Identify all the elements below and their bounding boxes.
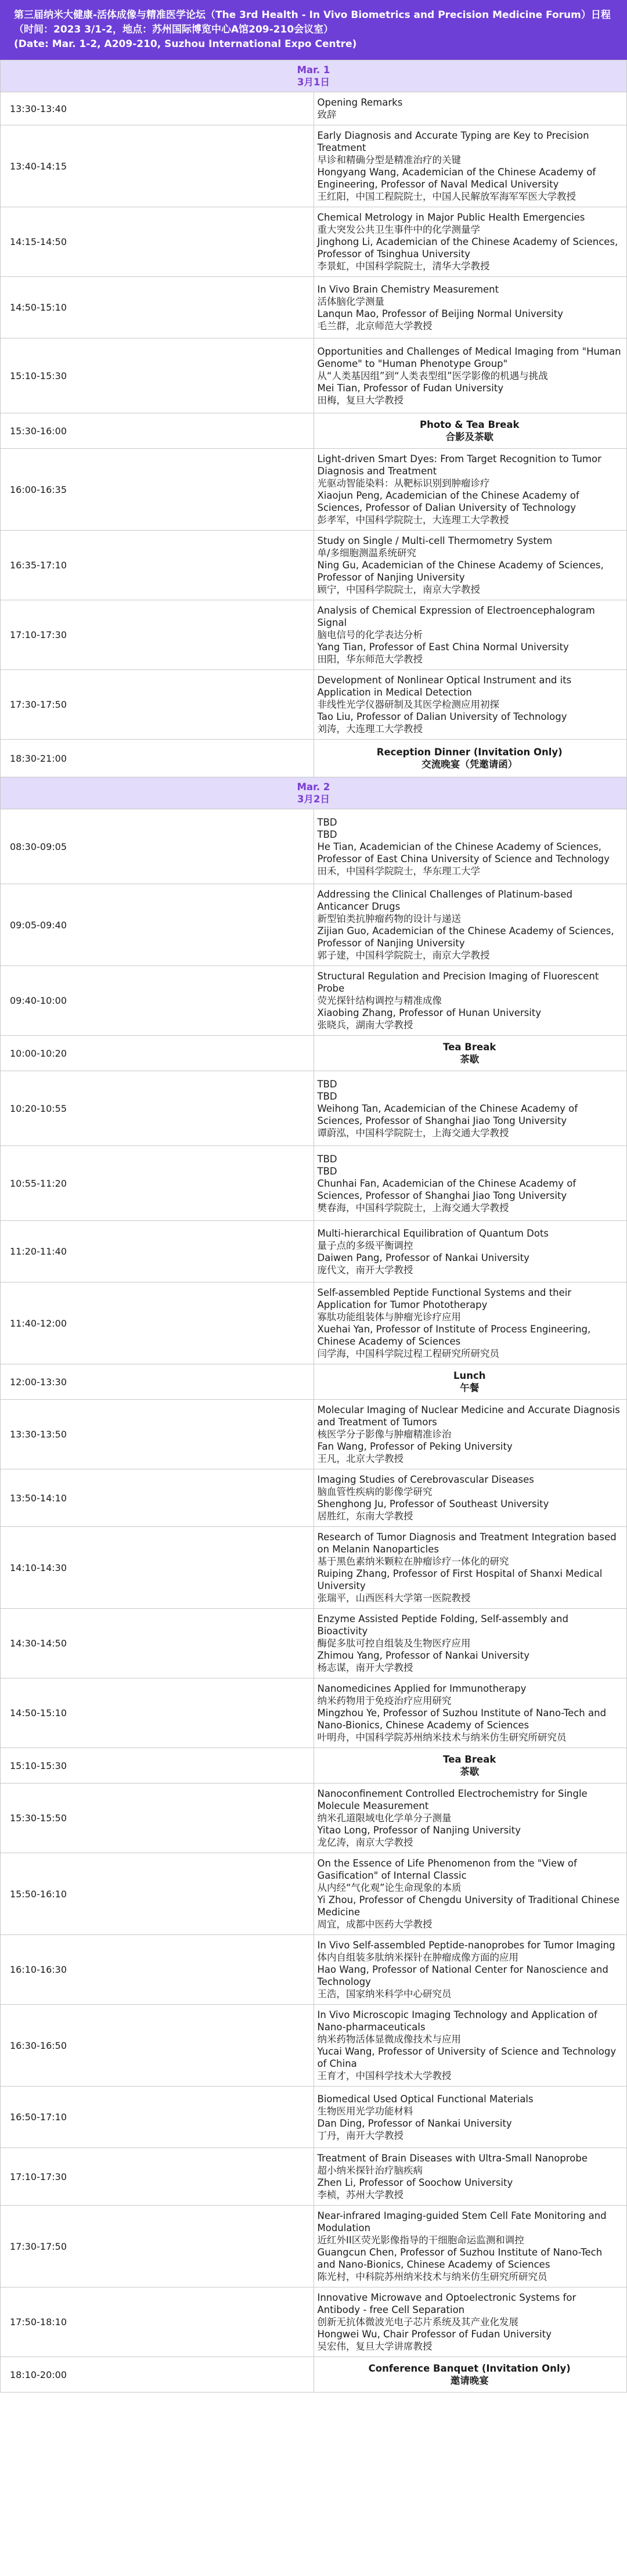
speaker-cn: 郭子建，中国科学院院士，南京大学教授: [317, 950, 490, 961]
break-title-cn: 邀请晚宴: [450, 2375, 489, 2386]
talk-title-cn: TBD: [317, 828, 337, 840]
talk-title-en: Analysis of Chemical Expression of Electroencephalogram Signal: [317, 605, 595, 628]
session-time: 18:30-21:00: [1, 740, 314, 777]
session-time: 14:30-14:50: [1, 1609, 314, 1678]
break-row: [1, 1748, 627, 1784]
break-title-en: Lunch: [453, 1370, 486, 1381]
session-time: 15:10-15:30: [1, 338, 314, 413]
session-row: [1, 1784, 627, 1853]
talk-title-cn: 重大突发公共卫生事件中的化学测量学: [317, 224, 480, 235]
talk-title-cn: 近红外II区荧光影像指导的干细胞命运监测和调控: [317, 2235, 524, 2246]
speaker-cn: 叶明舟，中国科学院苏州纳米技术与纳米仿生研究所研究员: [317, 1732, 567, 1743]
talk-title-cn: 早诊和精确分型是精准治疗的关键: [317, 154, 461, 165]
talk-title-en: Early Diagnosis and Accurate Typing are Key to Precision Treatment: [317, 130, 589, 153]
talk-title-en: In Vivo Self-assembled Peptide-nanoprobes for Tumor Imaging: [317, 1940, 615, 1951]
session-content: [314, 2087, 627, 2148]
break-title-cn: 合影及茶歇: [445, 431, 493, 442]
talk-title-cn: 新型铂类抗肿瘤药物的设计与递送: [317, 913, 461, 924]
speaker-cn: 谭蔚泓，中国科学院院士，上海交通大学教授: [317, 1127, 509, 1139]
talk-title-cn: 酶促多肽可控自组装及生物医疗应用: [317, 1638, 471, 1649]
day-header-cell: [1, 60, 627, 92]
speaker-en: Lanqun Mao, Professor of Beijing Normal University: [317, 308, 564, 319]
session-time: 09:40-10:00: [1, 966, 314, 1036]
session-time: 10:20-10:55: [1, 1071, 314, 1146]
speaker-cn: 顾宁，中国科学院院士，南京大学教授: [317, 584, 480, 595]
day-label-en: Mar. 1: [297, 64, 330, 75]
speaker-cn: 李景虹，中国科学院院士，清华大学教授: [317, 261, 490, 272]
talk-title-cn: TBD: [317, 1165, 337, 1177]
session-time: 16:30-16:50: [1, 2005, 314, 2087]
session-content: [314, 884, 627, 966]
session-row: [1, 449, 627, 531]
session-time: 16:50-17:10: [1, 2087, 314, 2148]
break-title-en: Conference Banquet (Invitation Only): [368, 2363, 571, 2374]
talk-title-cn: 脑电信号的化学表达分析: [317, 629, 423, 640]
speaker-en: Zijian Guo, Academician of the Chinese Academy of Sciences, Professor of Nanjing University: [317, 925, 614, 949]
session-row: [1, 1935, 627, 2005]
session-time: 13:50-14:10: [1, 1469, 314, 1527]
speaker-cn: 王红阳，中国工程院院士，中国人民解放军海军军医大学教授: [317, 191, 576, 202]
break-title-cn: 交流晚宴（凭邀请函）: [421, 759, 518, 770]
session-content: [314, 207, 627, 277]
talk-title-cn: 从内经“气化观”论生命现象的本质: [317, 1882, 462, 1893]
talk-title-cn: 致辞: [317, 109, 337, 120]
session-time: 16:35-17:10: [1, 531, 314, 600]
session-content: [314, 1469, 627, 1527]
talk-title-en: Light-driven Smart Dyes: From Target Recognition to Tumor Diagnosis and Treatment: [317, 453, 601, 477]
talk-title-en: Treatment of Brain Diseases with Ultra-Small Nanoprobe: [317, 2153, 588, 2164]
speaker-en: Yi Zhou, Professor of Chengdu University of Traditional Chinese Medicine: [317, 1894, 620, 1918]
session-time: 17:10-17:30: [1, 600, 314, 670]
session-row: [1, 92, 627, 125]
talk-title-en: Enzyme Assisted Peptide Folding, Self-assembly and Bioactivity: [317, 1613, 568, 1637]
speaker-en: Hao Wang, Professor of National Center for Nanoscience and Technology: [317, 1964, 608, 1987]
session-row: [1, 1678, 627, 1748]
session-time: 13:40-14:15: [1, 125, 314, 207]
talk-title-cn: 寡肽功能组装体与肿瘤光诊疗应用: [317, 1312, 461, 1323]
header-title: 第三届纳米大健康-活体成像与精准医学论坛（The 3rd Health - In Vivo Biometrics and Precision Medicine Forum）日程: [14, 9, 611, 21]
speaker-cn: 周宜，成都中医药大学教授: [317, 1919, 433, 1930]
speaker-en: Weihong Tan, Academician of the Chinese Academy of Sciences, Professor of Shanghai Jiao Tong University: [317, 1103, 578, 1126]
session-content: [314, 2287, 627, 2357]
session-content: [314, 1935, 627, 2005]
break-title-en: Photo & Tea Break: [420, 419, 520, 430]
talk-title-cn: 创新无抗体微波光电子芯片系统及其产业化发展: [317, 2316, 518, 2328]
speaker-en: Jinghong Li, Academician of the Chinese Academy of Sciences, Professor of Tsinghua University: [317, 236, 618, 260]
header-date-en: (Date: Mar. 1-2, A209-210, Suzhou International Expo Centre): [14, 38, 357, 50]
day-label-cn: 3月1日: [297, 77, 330, 88]
talk-title-cn: 纳米药物用于免疫治疗应用研究: [317, 1695, 452, 1706]
session-row: [1, 277, 627, 338]
speaker-en: Chunhai Fan, Academician of the Chinese Academy of Sciences, Professor of Shanghai Jiao Tong University: [317, 1177, 576, 1201]
day-header: [1, 60, 627, 92]
talk-title-en: Near-infrared Imaging-guided Stem Cell Fate Monitoring and Modulation: [317, 2210, 607, 2233]
session-content: [314, 809, 627, 884]
speaker-cn: 居胜红，东南大学教授: [317, 1511, 413, 1522]
session-time: 15:10-15:30: [1, 1748, 314, 1784]
session-content: [314, 1784, 627, 1853]
speaker-en: Xiaobing Zhang, Professor of Hunan University: [317, 1007, 542, 1018]
talk-title-cn: 体内自组装多肽纳米探针在肿瘤成像方面的应用: [317, 1952, 518, 1963]
speaker-en: Guangcun Chen, Professor of Suzhou Institute of Nano-Tech and Nano-Bionics, Chinese Academy of Sciences: [317, 2247, 603, 2270]
session-row: [1, 1469, 627, 1527]
speaker-cn: 吴宏伟，复旦大学讲席教授: [317, 2341, 433, 2352]
session-time: 17:50-18:10: [1, 2287, 314, 2357]
day-label-cn: 3月2日: [297, 794, 330, 805]
session-time: 13:30-13:40: [1, 92, 314, 125]
speaker-en: Ruiping Zhang, Professor of First Hospital of Shanxi Medical University: [317, 1568, 603, 1591]
day-header: [1, 777, 627, 809]
day-header-cell: [1, 777, 627, 809]
talk-title-en: Chemical Metrology in Major Public Health Emergencies: [317, 212, 585, 223]
speaker-cn: 王凡，北京大学教授: [317, 1453, 403, 1464]
talk-title-en: Self-assembled Peptide Functional Systems and their Application for Tumor Phototherapy: [317, 1287, 572, 1310]
session-row: [1, 207, 627, 277]
speaker-en: Shenghong Ju, Professor of Southeast University: [317, 1498, 549, 1509]
talk-title-en: Nanomedicines Applied for Immunotherapy: [317, 1683, 527, 1694]
talk-title-cn: 基于黑色素纳米颗粒在肿瘤诊疗一体化的研究: [317, 1556, 509, 1567]
session-time: 16:00-16:35: [1, 449, 314, 531]
session-content: [314, 966, 627, 1036]
speaker-en: Mingzhou Ye, Professor of Suzhou Institute of Nano-Tech and Nano-Bionics, Chinese Academy of Sciences: [317, 1707, 607, 1731]
schedule-table: [0, 60, 627, 2393]
talk-title-cn: 活体脑化学测量: [317, 296, 384, 307]
talk-title-en: TBD: [317, 1078, 337, 1090]
session-content: [314, 2148, 627, 2206]
speaker-en: Dan Ding, Professor of Nankai University: [317, 2117, 512, 2129]
talk-title-en: Biomedical Used Optical Functional Materials: [317, 2093, 534, 2105]
talk-title-en: Study on Single / Multi-cell Thermometry System: [317, 535, 553, 546]
break-row: [1, 413, 627, 449]
talk-title-en: TBD: [317, 816, 337, 828]
session-content: [314, 531, 627, 600]
speaker-en: Hongwei Wu, Chair Professor of Fudan University: [317, 2329, 552, 2340]
header-date-cn: （时间：2023 3/1-2，地点：苏州国际博览中心A馆209-210会议室）: [14, 24, 334, 35]
talk-title-cn: 纳米药物活体显微成像技术与应用: [317, 2034, 461, 2045]
break-content: [314, 740, 627, 777]
talk-title-en: Multi-hierarchical Equilibration of Quantum Dots: [317, 1227, 549, 1239]
session-content: [314, 92, 627, 125]
speaker-en: Zhimou Yang, Professor of Nankai University: [317, 1650, 530, 1661]
speaker-cn: 刘涛，大连理工大学教授: [317, 723, 423, 734]
break-content: [314, 1036, 627, 1071]
session-time: 14:15-14:50: [1, 207, 314, 277]
talk-title-en: Imaging Studies of Cerebrovascular Diseases: [317, 1474, 534, 1485]
session-row: [1, 1609, 627, 1678]
session-row: [1, 1146, 627, 1221]
session-content: [314, 449, 627, 531]
break-row: [1, 740, 627, 777]
speaker-cn: 闫学海，中国科学院过程工程研究所研究员: [317, 1348, 499, 1359]
talk-title-cn: 荧光探针结构调控与精准成像: [317, 995, 442, 1006]
talk-title-en: Molecular Imaging of Nuclear Medicine and Accurate Diagnosis and Treatment of Tumors: [317, 1404, 620, 1428]
talk-title-cn: TBD: [317, 1090, 337, 1102]
session-time: 09:05-09:40: [1, 884, 314, 966]
break-content: [314, 413, 627, 449]
session-time: 17:10-17:30: [1, 2148, 314, 2206]
speaker-cn: 丁丹，南开大学教授: [317, 2130, 403, 2141]
break-row: [1, 1036, 627, 1071]
session-content: [314, 1146, 627, 1221]
session-content: [314, 2206, 627, 2287]
speaker-cn: 田禾，中国科学院院士，华东理工大学: [317, 865, 480, 877]
session-time: 14:50-15:10: [1, 277, 314, 338]
session-time: 11:40-12:00: [1, 1282, 314, 1364]
speaker-cn: 李桢，苏州大学教授: [317, 2189, 403, 2200]
speaker-cn: 田梅，复旦大学教授: [317, 394, 403, 406]
session-row: [1, 1221, 627, 1282]
session-content: [314, 1400, 627, 1469]
session-content: [314, 1282, 627, 1364]
session-time: 15:30-16:00: [1, 413, 314, 449]
break-content: [314, 1748, 627, 1784]
break-title-cn: 茶歇: [460, 1766, 480, 1777]
session-row: [1, 531, 627, 600]
speaker-en: Mei Tian, Professor of Fudan University: [317, 382, 504, 394]
talk-title-en: Innovative Microwave and Optoelectronic Systems for Antibody - free Cell Separation: [317, 2292, 576, 2315]
session-row: [1, 1853, 627, 1935]
talk-title-en: Nanoconfinement Controlled Electrochemistry for Single Molecule Measurement: [317, 1788, 588, 1811]
break-title-cn: 茶歇: [460, 1054, 480, 1065]
break-content: [314, 2357, 627, 2393]
session-content: [314, 670, 627, 740]
session-content: [314, 277, 627, 338]
session-row: [1, 2206, 627, 2287]
session-content: [314, 1678, 627, 1748]
session-row: [1, 338, 627, 413]
session-row: [1, 2148, 627, 2206]
talk-title-en: Addressing the Clinical Challenges of Platinum-based Anticancer Drugs: [317, 889, 572, 912]
talk-title-cn: 脑血管性疾病的影像学研究: [317, 1486, 433, 1497]
speaker-cn: 王育才，中国科学技术大学教授: [317, 2070, 452, 2081]
session-row: [1, 966, 627, 1036]
break-row: [1, 2357, 627, 2393]
talk-title-cn: 纳米孔道限域电化学单分子测量: [317, 1813, 452, 1824]
session-time: 08:30-09:05: [1, 809, 314, 884]
break-content: [314, 1364, 627, 1400]
talk-title-cn: 从“人类基因组”到“人类表型组”医学影像的机遇与挑战: [317, 370, 548, 381]
session-time: 13:30-13:50: [1, 1400, 314, 1469]
talk-title-cn: 量子点的多级平衡调控: [317, 1240, 413, 1251]
speaker-cn: 田阳，华东师范大学教授: [317, 654, 423, 665]
speaker-en: Yucai Wang, Professor of University of Science and Technology of China: [317, 2046, 617, 2069]
session-time: 17:30-17:50: [1, 670, 314, 740]
session-content: [314, 1527, 627, 1609]
session-row: [1, 670, 627, 740]
talk-title-en: In Vivo Microscopic Imaging Technology and Application of Nano-pharmaceuticals: [317, 2009, 597, 2033]
talk-title-cn: 核医学分子影像与肿瘤精准诊治: [317, 1429, 452, 1440]
session-time: 18:10-20:00: [1, 2357, 314, 2393]
session-row: [1, 1400, 627, 1469]
session-content: [314, 2005, 627, 2087]
session-content: [314, 1853, 627, 1935]
talk-title-en: Structural Regulation and Precision Imaging of Fluorescent Probe: [317, 971, 599, 994]
session-row: [1, 125, 627, 207]
session-row: [1, 2287, 627, 2357]
speaker-cn: 陈光村，中科院苏州纳米技术与纳米仿生研究所研究员: [317, 2271, 547, 2282]
speaker-en: Zhen Li, Professor of Soochow University: [317, 2177, 513, 2188]
session-content: [314, 1071, 627, 1146]
speaker-cn: 龙亿涛，南京大学教授: [317, 1837, 413, 1848]
session-time: 15:50-16:10: [1, 1853, 314, 1935]
break-title-en: Reception Dinner (Invitation Only): [376, 747, 563, 758]
session-row: [1, 2087, 627, 2148]
session-row: [1, 809, 627, 884]
session-time: 15:30-15:50: [1, 1784, 314, 1853]
speaker-en: Xiaojun Peng, Academician of the Chinese Academy of Sciences, Professor of Dalian University of Technology: [317, 490, 579, 513]
session-row: [1, 884, 627, 966]
speaker-en: Daiwen Pang, Professor of Nankai University: [317, 1252, 529, 1263]
talk-title-cn: 非线性光学仪器研制及其医学检测应用初探: [317, 699, 499, 710]
session-row: [1, 2005, 627, 2087]
session-time: 17:30-17:50: [1, 2206, 314, 2287]
speaker-cn: 樊春海，中国科学院院士，上海交通大学教授: [317, 1202, 509, 1213]
talk-title-en: Opening Remarks: [317, 97, 403, 108]
speaker-en: Ning Gu, Academician of the Chinese Academy of Sciences, Professor of Nanjing University: [317, 560, 604, 583]
talk-title-en: In Vivo Brain Chemistry Measurement: [317, 283, 499, 295]
break-row: [1, 1364, 627, 1400]
session-time: 14:50-15:10: [1, 1678, 314, 1748]
talk-title-en: Development of Nonlinear Optical Instrument and its Application in Medical Detection: [317, 675, 572, 698]
break-title-cn: 午餐: [460, 1382, 480, 1393]
session-row: [1, 1282, 627, 1364]
talk-title-en: On the Essence of Life Phenomenon from the "View of Gasification" of Internal Classic: [317, 1858, 577, 1881]
speaker-en: Tao Liu, Professor of Dalian University of Technology: [317, 711, 567, 722]
speaker-cn: 彭孝军，中国科学院院士，大连理工大学教授: [317, 514, 509, 525]
speaker-en: Yang Tian, Professor of East China Normal University: [317, 642, 569, 653]
speaker-en: He Tian, Academician of the Chinese Academy of Sciences, Professor of East China University of Science and Technology: [317, 841, 610, 864]
talk-title-cn: 超小纳米探针治疗脑疾病: [317, 2165, 423, 2176]
session-content: [314, 600, 627, 670]
schedule-header: [0, 0, 627, 60]
session-time: 10:55-11:20: [1, 1146, 314, 1221]
speaker-cn: 毛兰群，北京师范大学教授: [317, 320, 433, 332]
speaker-cn: 张瑞平，山西医科大学第一医院教授: [317, 1593, 471, 1604]
talk-title-en: Research of Tumor Diagnosis and Treatment Integration based on Melanin Nanoparticles: [317, 1532, 617, 1555]
talk-title-cn: 生物医用光学功能材料: [317, 2105, 413, 2117]
session-content: [314, 338, 627, 413]
session-time: 14:10-14:30: [1, 1527, 314, 1609]
session-row: [1, 1071, 627, 1146]
session-time: 11:20-11:40: [1, 1221, 314, 1282]
session-content: [314, 1609, 627, 1678]
speaker-cn: 庞代文，南开大学教授: [317, 1264, 413, 1276]
day-label-en: Mar. 2: [297, 781, 330, 792]
session-time: 16:10-16:30: [1, 1935, 314, 2005]
session-time: 10:00-10:20: [1, 1036, 314, 1071]
talk-title-en: TBD: [317, 1153, 337, 1165]
speaker-en: Fan Wang, Professor of Peking University: [317, 1441, 513, 1452]
speaker-en: Xuehai Yan, Professor of Institute of Process Engineering, Chinese Academy of Sciences: [317, 1324, 591, 1347]
speaker-en: Hongyang Wang, Academician of the Chinese Academy of Engineering, Professor of Naval Medical University: [317, 167, 596, 190]
session-content: [314, 125, 627, 207]
talk-title-cn: 单/多细胞测温系统研究: [317, 547, 417, 559]
speaker-cn: 杨志谋，南开大学教授: [317, 1662, 413, 1673]
session-row: [1, 1527, 627, 1609]
speaker-cn: 张晓兵，湖南大学教授: [317, 1019, 413, 1031]
session-time: 12:00-13:30: [1, 1364, 314, 1400]
talk-title-cn: 光驱动智能染料：从靶标识别到肿瘤诊疗: [317, 478, 490, 489]
speaker-cn: 王浩，国家纳米科学中心研究员: [317, 1988, 452, 1999]
session-row: [1, 600, 627, 670]
session-content: [314, 1221, 627, 1282]
break-title-en: Tea Break: [443, 1754, 496, 1765]
speaker-en: Yitao Long, Professor of Nanjing University: [317, 1825, 521, 1836]
break-title-en: Tea Break: [443, 1042, 496, 1053]
talk-title-en: Opportunities and Challenges of Medical Imaging from "Human Genome" to "Human Phenotype Group": [317, 345, 621, 369]
